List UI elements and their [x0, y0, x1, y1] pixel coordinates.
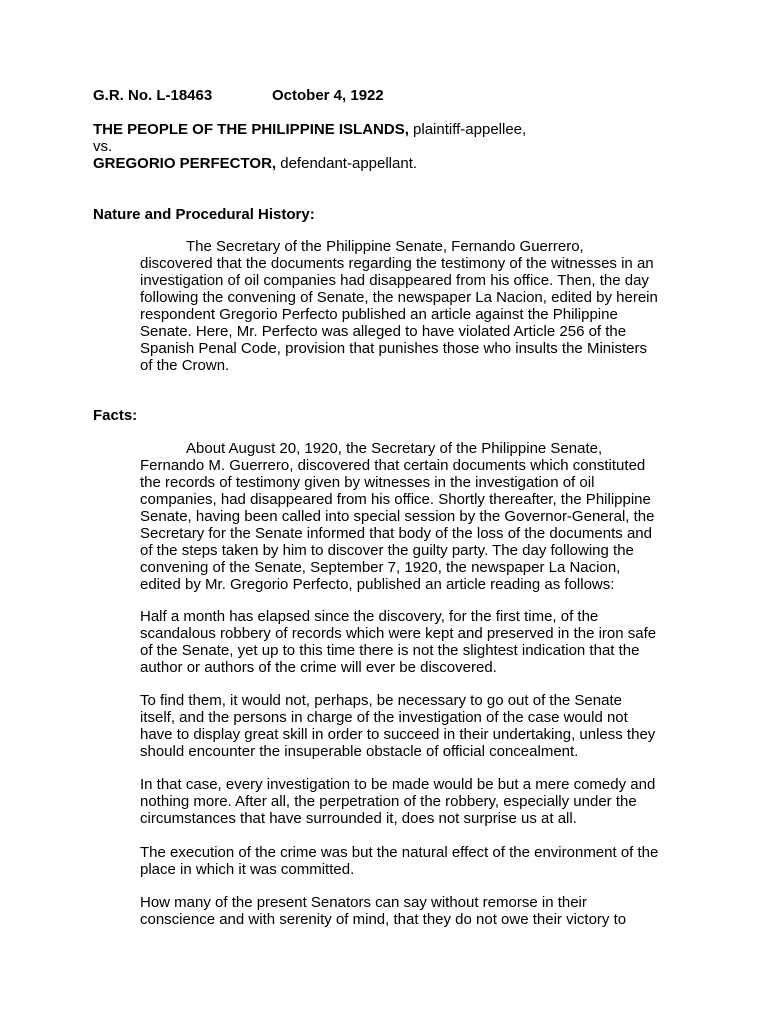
- paragraph-line: The execution of the crime was but the natural effect of the environment of the: [140, 844, 659, 861]
- paragraph-line: edited by Mr. Gregorio Perfecto, published an article reading as follows:: [140, 576, 615, 593]
- paragraph-line: nothing more. After all, the perpetration of the robbery, especially under the: [140, 793, 637, 810]
- nature-paragraph: [140, 238, 685, 374]
- case-number: G.R. No. L-18463: [93, 87, 213, 104]
- paragraph-line: conscience and with serenity of mind, that they do not owe their victory to: [140, 911, 627, 928]
- paragraph-line: author or authors of the crime will ever be discovered.: [140, 659, 497, 676]
- paragraph-line: following the convening of Senate, the newspaper La Nacion, edited by herein: [140, 289, 658, 306]
- defendant-role: defendant-appellant.: [276, 155, 418, 172]
- nature-heading: Nature and Procedural History:: [93, 206, 315, 223]
- quote-paragraph-1: [140, 608, 685, 676]
- plaintiff-role: plaintiff-appellee,: [408, 121, 527, 138]
- paragraph-line: of the steps taken by him to discover the guilty party. The day following the: [140, 542, 634, 559]
- versus-label: vs.: [93, 138, 113, 155]
- paragraph-line: place in which it was committed.: [140, 861, 355, 878]
- quote-paragraph-4: [140, 844, 685, 878]
- paragraph-line: How many of the present Senators can say without remorse in their: [140, 894, 587, 911]
- paragraph-line: the records of testimony given by witnesses in the investigation of oil: [140, 474, 595, 491]
- paragraph-line: Fernando M. Guerrero, discovered that certain documents which constituted: [140, 457, 646, 474]
- paragraph-line: of the Senate, yet up to this time there is not the slightest indication that the: [140, 642, 640, 659]
- paragraph-line: In that case, every investigation to be made would be but a mere comedy and: [140, 776, 656, 793]
- party-plaintiff: [93, 121, 526, 139]
- quote-paragraph-2: [140, 692, 685, 760]
- paragraph-line: companies, had disappeared from his office. Shortly thereafter, the Philippine: [140, 491, 651, 508]
- paragraph-line: convening of the Senate, September 7, 1920, the newspaper La Nacion,: [140, 559, 621, 576]
- paragraph-line: The Secretary of the Philippine Senate, Fernando Guerrero,: [186, 238, 584, 255]
- paragraph-line: of the Crown.: [140, 357, 230, 374]
- defendant-name: GREGORIO PERFECTOR,: [93, 155, 277, 172]
- facts-heading: Facts:: [93, 407, 138, 424]
- paragraph-line: respondent Gregorio Perfecto published an article against the Philippine: [140, 306, 618, 323]
- paragraph-line: should encounter the insuperable obstacle of official concealment.: [140, 743, 579, 760]
- plaintiff-name: THE PEOPLE OF THE PHILIPPINE ISLANDS,: [93, 121, 409, 138]
- paragraph-line: Secretary for the Senate informed that body of the loss of the documents and: [140, 525, 652, 542]
- case-date: October 4, 1922: [272, 87, 384, 104]
- party-defendant: [93, 155, 417, 173]
- paragraph-line: Spanish Penal Code, provision that punishes those who insults the Ministers: [140, 340, 647, 357]
- facts-paragraph: [140, 440, 685, 593]
- paragraph-line: circumstances that have surrounded it, does not surprise us at all.: [140, 810, 577, 827]
- paragraph-line: Half a month has elapsed since the discovery, for the first time, of the: [140, 608, 599, 625]
- paragraph-line: Senate. Here, Mr. Perfecto was alleged to have violated Article 256 of the: [140, 323, 627, 340]
- paragraph-line: Senate, having been called into special session by the Governor-General, the: [140, 508, 655, 525]
- paragraph-line: About August 20, 1920, the Secretary of the Philippine Senate,: [186, 440, 603, 457]
- quote-paragraph-3: [140, 776, 685, 827]
- paragraph-line: discovered that the documents regarding the testimony of the witnesses in an: [140, 255, 654, 272]
- paragraph-line: have to display great skill in order to succeed in their undertaking, unless they: [140, 726, 656, 743]
- paragraph-line: scandalous robbery of records which were kept and preserved in the iron safe: [140, 625, 657, 642]
- quote-paragraph-5: [140, 894, 685, 928]
- paragraph-line: itself, and the persons in charge of the investigation of the case would not: [140, 709, 628, 726]
- paragraph-line: To find them, it would not, perhaps, be necessary to go out of the Senate: [140, 692, 622, 709]
- paragraph-line: investigation of oil companies had disappeared from his office. Then, the day: [140, 272, 649, 289]
